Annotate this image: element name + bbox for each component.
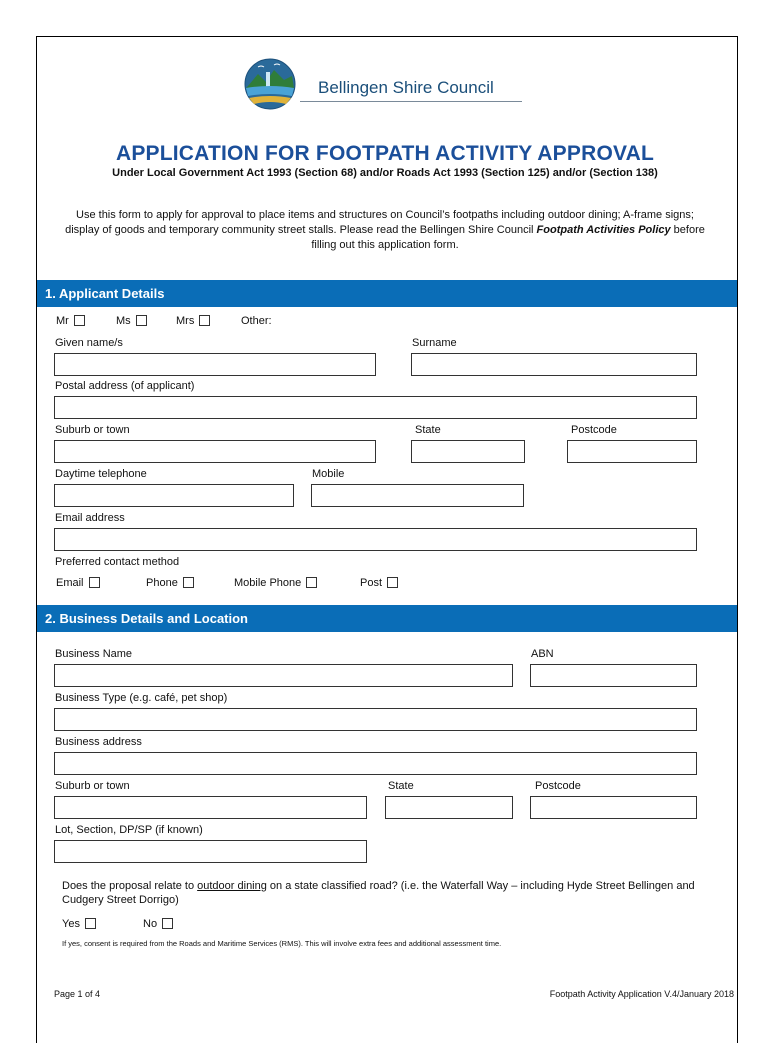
daytime-telephone-field[interactable] (54, 484, 294, 507)
contact-post-label: Post (360, 577, 383, 589)
contact-email-label: Email (56, 577, 84, 589)
logo-divider (300, 101, 522, 102)
contact-method-label: Preferred contact method (55, 556, 180, 568)
intro-text-part1: Use this form to apply for approval to place items and structures on Council’s footpaths including outdoor dining; A-frame signs; display of goods and temporary community street stalls. Please read the Bellingen Shire Council (65, 209, 694, 236)
answer-yes-label: Yes (62, 918, 80, 930)
daytime-telephone-label: Daytime telephone (55, 468, 147, 480)
intro-text-part2: before filling out this application form. (311, 224, 705, 251)
surname-label: Surname (412, 337, 457, 349)
title-ms-checkbox[interactable] (136, 315, 147, 326)
lot-label: Lot, Section, DP/SP (if known) (55, 824, 203, 836)
abn-field[interactable] (530, 664, 697, 687)
state-field[interactable] (411, 440, 525, 463)
suburb-label: Suburb or town (55, 424, 130, 436)
title-mr-checkbox[interactable] (74, 315, 85, 326)
business-name-field[interactable] (54, 664, 513, 687)
business-type-label: Business Type (e.g. café, pet shop) (55, 692, 228, 704)
postal-address-field[interactable] (54, 396, 697, 419)
contact-phone-label: Phone (146, 577, 178, 589)
title-ms-label: Ms (116, 315, 131, 327)
form-subtitle: Under Local Government Act 1993 (Section 68) and/or Roads Act 1993 (Section 125) and/or (Section 138) (112, 167, 658, 179)
contact-email-checkbox[interactable] (89, 577, 100, 588)
business-postcode-label: Postcode (535, 780, 581, 792)
lot-field[interactable] (54, 840, 367, 863)
state-label: State (415, 424, 441, 436)
answer-yes-checkbox[interactable] (85, 918, 96, 929)
title-mr-option[interactable] (56, 315, 85, 327)
question-part1: Does the proposal relate to (62, 880, 198, 892)
form-title: APPLICATION FOR FOOTPATH ACTIVITY APPROVAL (115, 142, 655, 165)
answer-yes-option[interactable] (62, 918, 96, 930)
answer-no-checkbox[interactable] (162, 918, 173, 929)
mobile-label: Mobile (312, 468, 345, 480)
contact-phone-checkbox[interactable] (183, 577, 194, 588)
title-ms-option[interactable] (116, 315, 147, 327)
suburb-field[interactable] (54, 440, 376, 463)
mobile-field[interactable] (311, 484, 524, 507)
title-mrs-label: Mrs (176, 315, 195, 327)
title-mr-label: Mr (56, 315, 69, 327)
business-suburb-field[interactable] (54, 796, 367, 819)
question-outdoor-dining: outdoor dining (197, 880, 267, 892)
title-mrs-option[interactable] (176, 315, 210, 327)
answer-no-label: No (143, 918, 158, 930)
contact-mobile-option[interactable] (234, 577, 317, 589)
given-names-field[interactable] (54, 353, 376, 376)
policy-name: Footpath Activities Policy (536, 224, 671, 236)
business-address-label: Business address (55, 736, 142, 748)
title-other-label: Other: (241, 315, 272, 327)
email-field[interactable] (54, 528, 697, 551)
question-part2: on a state classified road? (i.e. the Waterfall Way – including Hyde Street Bellingen and Cudgery Street Dorrigo) (62, 880, 695, 906)
business-state-label: State (388, 780, 414, 792)
given-names-label: Given name/s (55, 337, 123, 349)
page-number: Page 1 of 4 (54, 989, 101, 999)
surname-field[interactable] (411, 353, 697, 376)
council-logo-icon (244, 58, 296, 110)
business-state-field[interactable] (385, 796, 513, 819)
business-suburb-label: Suburb or town (55, 780, 130, 792)
business-name-label: Business Name (55, 648, 133, 660)
contact-post-checkbox[interactable] (387, 577, 398, 588)
postcode-label: Postcode (571, 424, 617, 436)
contact-email-option[interactable] (56, 577, 100, 589)
contact-mobile-checkbox[interactable] (306, 577, 317, 588)
postal-address-label: Postal address (of applicant) (55, 380, 195, 392)
section1-heading: 1. Applicant Details (37, 280, 737, 307)
business-type-field[interactable] (54, 708, 697, 731)
business-postcode-field[interactable] (530, 796, 697, 819)
form-version: Footpath Activity Application V.4/January 2018 (549, 989, 734, 999)
abn-label: ABN (531, 648, 554, 660)
business-address-field[interactable] (54, 752, 697, 775)
section2-heading: 2. Business Details and Location (37, 605, 737, 632)
title-mrs-checkbox[interactable] (199, 315, 210, 326)
intro-text (60, 208, 710, 253)
postcode-field[interactable] (567, 440, 697, 463)
contact-post-option[interactable] (360, 577, 398, 589)
contact-phone-option[interactable] (146, 577, 194, 589)
email-label: Email address (55, 512, 125, 524)
council-name: Bellingen Shire Council (318, 78, 494, 97)
state-road-question (62, 879, 702, 907)
answer-no-option[interactable] (143, 918, 173, 930)
rms-consent-note: If yes, consent is required from the Roads and Maritime Services (RMS). This will involve extra fees and additional assessment time. (62, 939, 502, 948)
contact-mobile-label: Mobile Phone (234, 577, 302, 589)
